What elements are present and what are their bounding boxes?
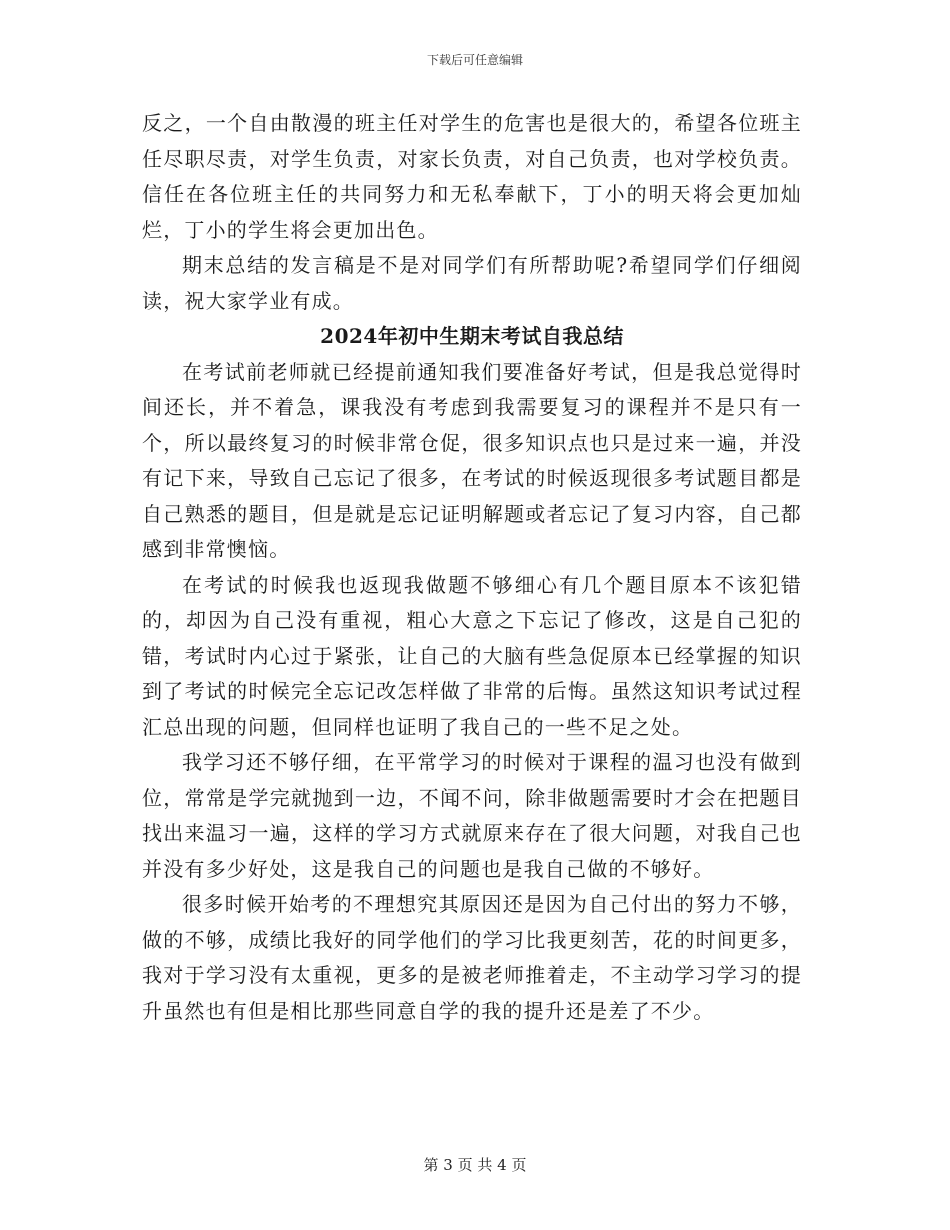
page-footer-page-number: 第 3 页 共 4 页 — [423, 1156, 527, 1174]
section-paragraph-2: 在考试的时候我也返现我做题不够细心有几个题目原本不该犯错的，却因为自己没有重视，粗心大意之下忘记了修改，这是自己犯的错，考试时内心过于紧张，让自己的大脑有些急促原本已经掌握的知识到了考试的时候完全忘记改怎样做了非常的后悔。虽然这知识考试过程汇总出现的问题，但同样也证明了我自己的一些不足之处。 — [142, 572, 802, 739]
paragraph-continued: 反之，一个自由散漫的班主任对学生的危害也是很大的，希望各位班主任尽职尽责，对学生负责，对家长负责，对自己负责，也对学校负责。信任在各位班主任的共同努力和无私奉献下，丁小的明天将会更加灿烂，丁小的学生将会更加出色。 — [142, 111, 802, 242]
page-header: 下载后可任意编辑 — [426, 53, 523, 67]
section-paragraph-4: 很多时候开始考的不理想究其原因还是因为自己付出的努力不够，做的不够，成绩比我好的同学他们的学习比我更刻苦，花的时间更多，我对于学习没有太重视，更多的是被老师推着走，不主动学习学习的提升虽然也有但是相比那些同意自学的我的提升还是差了不少。 — [142, 892, 802, 1023]
paragraph-closing-remark: 期末总结的发言稿是不是对同学们有所帮助呢?希望同学们仔细阅读，祝大家学业有成。 — [142, 253, 802, 313]
section-paragraph-1: 在考试前老师就已经提前通知我们要准备好考试，但是我总觉得时间还长，并不着急，课我没有考虑到我需要复习的课程并不是只有一个，所以最终复习的时候非常仓促，很多知识点也只是过来一遍，并没有记下来，导致自己忘记了很多，在考试的时候返现很多考试题目都是自己熟悉的题目，但是就是忘记证明解题或者忘记了复习内容，自己都感到非常懊恼。 — [142, 359, 802, 561]
section-paragraph-3: 我学习还不够仔细，在平常学习的时候对于课程的温习也没有做到位，常常是学完就抛到一边，不闻不问，除非做题需要时才会在把题目找出来温习一遍，这样的学习方式就原来存在了很大问题，对我自己也并没有多少好处，这是我自己的问题也是我自己做的不够好。 — [142, 750, 802, 881]
document-body — [142, 106, 802, 1029]
section-title: 2024年初中生期末考试自我总结 — [320, 324, 624, 348]
